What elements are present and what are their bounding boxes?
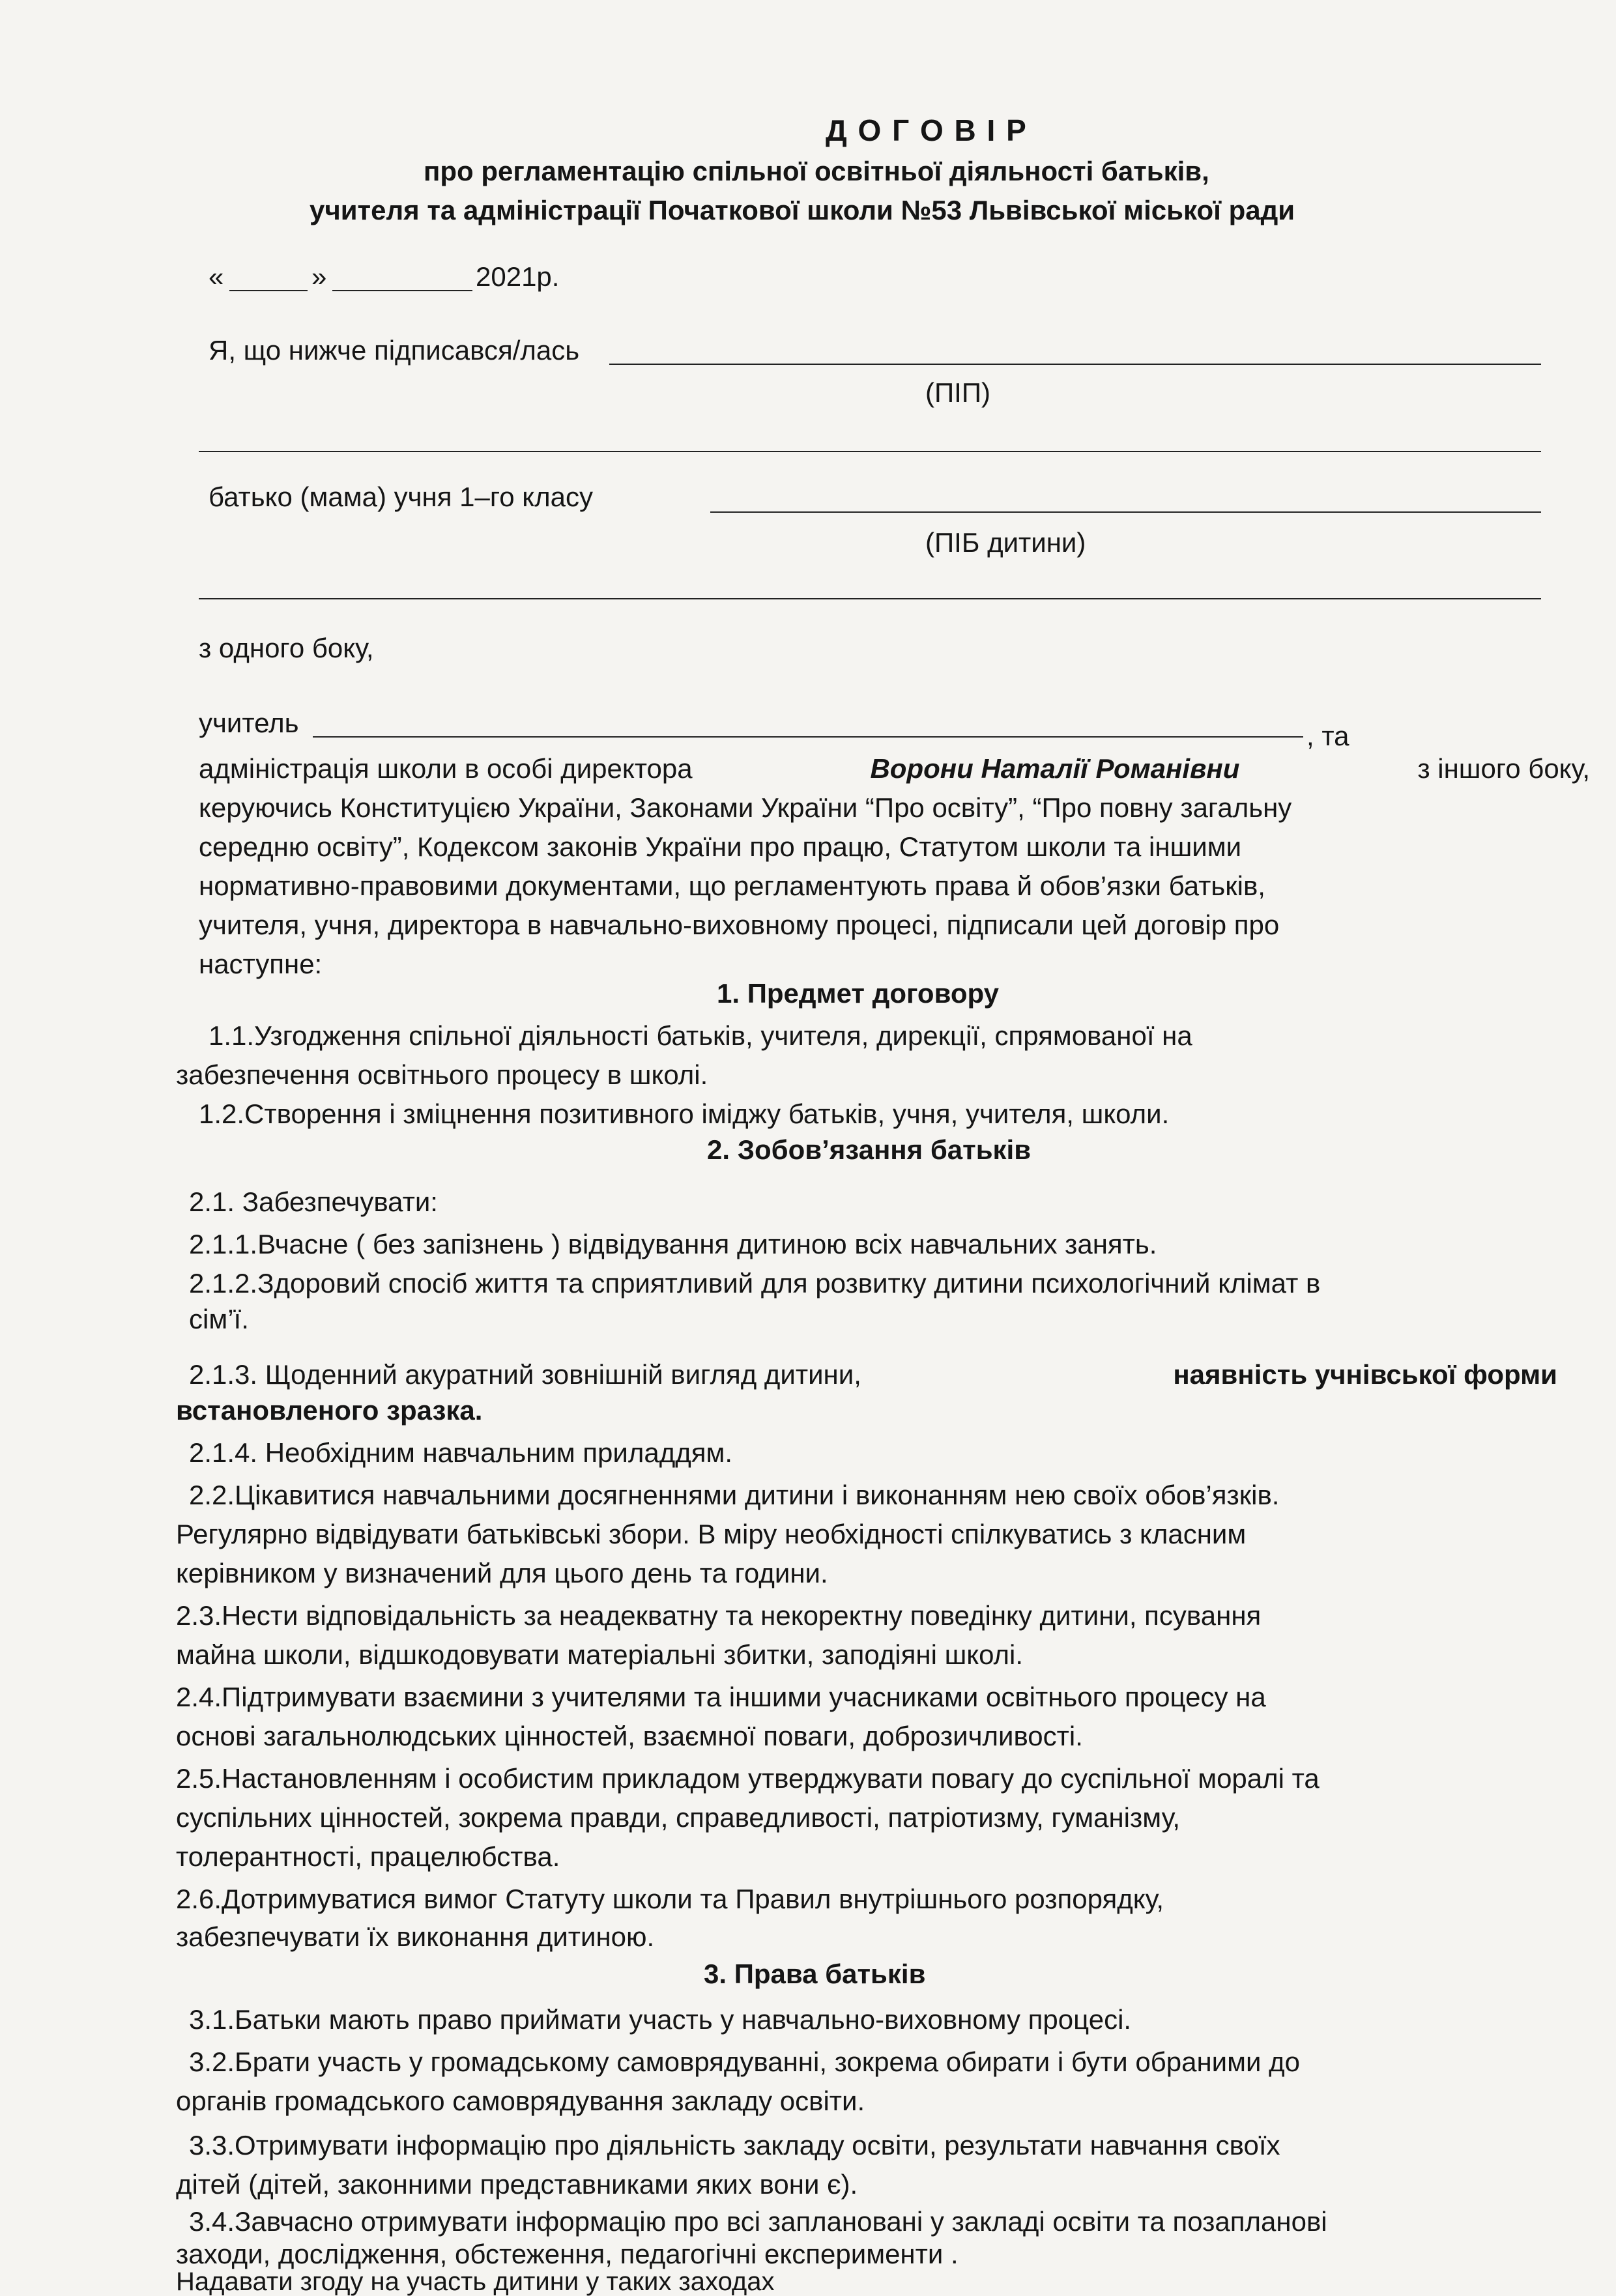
- teacher-label: учитель: [199, 708, 299, 738]
- s2-p26-line-2: забезпечувати їх виконання дитиною.: [176, 1921, 655, 1952]
- admin-pre: адміністрація школи в особі директора: [199, 753, 693, 784]
- s2-p211: 2.1.1.Вчасне ( без запізнень ) відвідування дитиною всіх навчальних занять.: [189, 1229, 1157, 1259]
- s1-p1-line-1: 1.1.Узгодження спільної діяльності батьків, учителя, дирекції, спрямованої на: [209, 1020, 1192, 1051]
- admin-line: [199, 753, 1590, 785]
- section-3-heading: 3. Права батьків: [704, 1959, 926, 1989]
- s3-p32-line-2: органів громадського самоврядування закладу освіти.: [176, 2086, 865, 2116]
- signer-name-blank[interactable]: [609, 364, 1541, 365]
- s3-p34-line-2: заходи, дослідження, обстеження, педагогічні експерименти .: [176, 2239, 959, 2269]
- signer-name-hint: (ПІП): [925, 377, 991, 408]
- preamble-line-3: нормативно-правовими документами, що регламентують права й обов’язки батьків,: [199, 870, 1265, 901]
- s1-p2: 1.2.Створення і зміцнення позитивного іміджу батьків, учня, учителя, школи.: [199, 1098, 1170, 1129]
- s2-p23-line-1: 2.3.Нести відповідальність за неадекватну та некоректну поведінку дитини, псування: [176, 1600, 1262, 1631]
- s3-p33-line-2: дітей (дітей, законними представниками яких вони є).: [176, 2169, 858, 2200]
- s2-p22-line-3: керівником у визначений для цього день та години.: [176, 1558, 828, 1588]
- s1-p1-line-2: забезпечення освітнього процесу в школі.: [176, 1059, 708, 1090]
- first-party-label: з одного боку,: [199, 633, 374, 663]
- section-1-heading: 1. Предмет договору: [717, 978, 999, 1009]
- admin-post: з іншого боку,: [1417, 753, 1590, 784]
- date-month-blank[interactable]: [332, 290, 472, 291]
- s2-p213-line-2: встановленого зразка.: [176, 1395, 483, 1426]
- s2-p24-line-1: 2.4.Підтримувати взаємини з учителями та іншими учасниками освітнього процесу на: [176, 1682, 1266, 1712]
- document-subtitle-line-2: учителя та адміністрації Початкової школи №53 Львівської міської ради: [310, 195, 1295, 225]
- preamble-line-4: учителя, учня, директора в навчально-виховному процесі, підписали цей договір про: [199, 910, 1280, 940]
- date-close-quote: »: [311, 261, 327, 292]
- s2-p24-line-2: основі загальнолюдських цінностей, взаємної поваги, доброзичливості.: [176, 1721, 1083, 1751]
- document-title: Д О Г О В І Р: [826, 113, 1028, 147]
- director-name: Ворони Наталії Романівни: [870, 753, 1240, 784]
- s3-p31: 3.1.Батьки мають право приймати участь у навчально-виховному процесі.: [189, 2004, 1132, 2035]
- date-open-quote: «: [209, 261, 224, 292]
- section-2-heading: 2. Зобов’язання батьків: [707, 1134, 1032, 1165]
- s2-p25-line-2: суспільних цінностей, зокрема правди, справедливості, патріотизму, гуманізму,: [176, 1802, 1181, 1833]
- s3-p34-line-1: 3.4.Завчасно отримувати інформацію про всі заплановані у закладі освіти та позапланові: [189, 2206, 1327, 2237]
- document-subtitle-line-1: про регламентацію спільної освітньої діяльності батьків,: [424, 156, 1209, 186]
- child-name-blank[interactable]: [710, 511, 1541, 513]
- s2-p212-line-2: сім’ї.: [189, 1304, 249, 1334]
- preamble-line-1: керуючись Конституцією України, Законами України “Про освіту”, “Про повну загальну: [199, 792, 1292, 823]
- s2-p22-line-1: 2.2.Цікавитися навчальними досягненнями дитини і виконанням нею своїх обов’язків.: [189, 1480, 1280, 1510]
- preamble-line-2: середню освіту”, Кодексом законів України про працю, Статутом школи та іншими: [199, 831, 1242, 862]
- teacher-name-blank[interactable]: [313, 736, 1303, 738]
- signer-name-blank-2[interactable]: [199, 451, 1541, 452]
- s2-p214: 2.1.4. Необхідним навчальним приладдям.: [189, 1437, 733, 1468]
- teacher-tail: , та: [1306, 721, 1349, 751]
- s2-p25-line-3: толерантності, працелюбства.: [176, 1841, 560, 1872]
- parent-label: батько (мама) учня 1–го класу: [209, 481, 593, 512]
- child-name-blank-2[interactable]: [199, 598, 1541, 599]
- s2-p25-line-1: 2.5.Настановленням і особистим прикладом утверджувати повагу до суспільної моралі та: [176, 1763, 1320, 1794]
- s3-p33-line-1: 3.3.Отримувати інформацію про діяльність закладу освіти, результати навчання своїх: [189, 2130, 1280, 2160]
- date-day-blank[interactable]: [229, 290, 308, 291]
- s2-p22-line-2: Регулярно відвідувати батьківські збори. В міру необхідності спілкуватись з класним: [176, 1519, 1247, 1549]
- child-name-hint: (ПІБ дитини): [925, 527, 1086, 558]
- preamble-line-5: наступне:: [199, 949, 323, 979]
- s3-p32-line-1: 3.2.Брати участь у громадському самоврядуванні, зокрема обирати і бути обраними до: [189, 2046, 1300, 2077]
- s2-p21: 2.1. Забезпечувати:: [189, 1186, 438, 1217]
- date-year: 2021р.: [476, 261, 560, 292]
- s2-p212-line-1: 2.1.2.Здоровий спосіб життя та сприятливий для розвитку дитини психологічний клімат в: [189, 1268, 1321, 1299]
- s2-p23-line-2: майна школи, відшкодовувати матеріальні збитки, заподіяні школі.: [176, 1639, 1024, 1670]
- signer-label: Я, що нижче підписався/лась: [209, 335, 580, 366]
- s2-p26-line-1: 2.6.Дотримуватися вимог Статуту школи та Правил внутрішнього розпорядку,: [176, 1884, 1164, 1914]
- s2-p213-line-1: 2.1.3. Щоденний акуратний зовнішній вигляд дитини, наявність учнівської форми: [189, 1359, 1557, 1390]
- s3-p34-line-3: Надавати згоду на участь дитини у таких заходах: [176, 2267, 775, 2296]
